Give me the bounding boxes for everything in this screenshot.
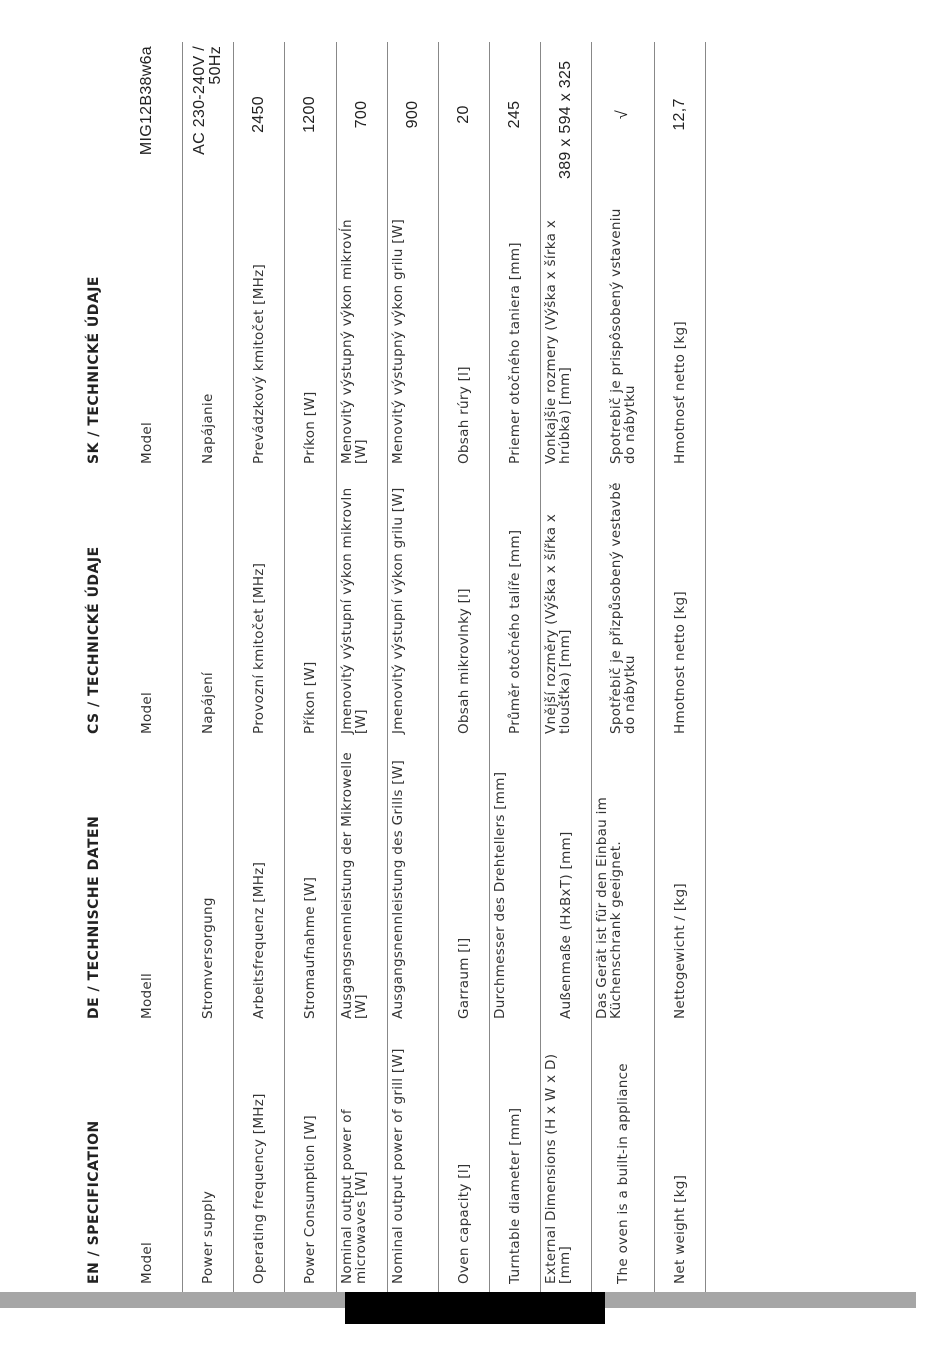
table-header-row — [81, 42, 112, 1292]
row-value: 2450 — [249, 96, 267, 133]
row-label-sk: Napájanie — [199, 393, 216, 464]
row-label-sk: Menovitý výstupný výkon grilu [W] — [390, 218, 406, 464]
row-label-en: Power Consumption [W] — [302, 1115, 318, 1284]
row-label-sk: Vonkajšie rozmery (Výška x šírka x hrúbka) [mm] — [543, 219, 573, 464]
row-label-de: Das Gerät ist für den Einbau im Küchenschrank geeignet. — [594, 796, 624, 1019]
row-value: √ — [613, 109, 631, 120]
row-label-sk: Prevádzkový kmitočet [MHz] — [250, 263, 267, 464]
row-value: 900 — [403, 100, 421, 129]
header-en: EN / SPECIFICATION — [86, 1120, 102, 1284]
row-value: 12,7 — [670, 98, 688, 131]
row-label-cs: Spotřebič je přizpůsobený vestavbě do nábytku — [607, 482, 638, 734]
header-value — [81, 42, 112, 187]
table-row-grill-output — [388, 42, 439, 1292]
row-value: 389 x 594 x 325 — [556, 60, 574, 179]
row-label-en: Model — [138, 1241, 155, 1284]
table-row-net-weight — [655, 42, 706, 1292]
row-label-cs: Jmenovitý výstupní výkon mikrovln [W] — [339, 487, 369, 734]
row-label-cs: Model — [138, 691, 155, 734]
header-cs: CS / TECHNICKÉ ÚDAJE — [86, 546, 102, 734]
row-label-en: Oven capacity [l] — [455, 1163, 472, 1284]
table-row-power-supply — [183, 42, 234, 1292]
row-label-de: Arbeitsfrequenz [MHz] — [250, 861, 267, 1019]
row-label-en: Power supply — [199, 1190, 216, 1284]
row-value: 20 — [454, 105, 472, 124]
row-value: 700 — [352, 100, 370, 129]
row-label-de: Stromaufnahme [W] — [302, 876, 318, 1019]
table-row-microwave-output — [337, 42, 388, 1292]
table-row-turntable-diameter — [490, 42, 541, 1292]
specification-table — [81, 42, 691, 1292]
row-label-de: Ausgangsnennleistung der Mikrowelle [W] — [339, 751, 369, 1019]
row-label-sk: Priemer otočného taniera [mm] — [506, 242, 523, 464]
row-label-sk: Príkon [W] — [302, 391, 318, 464]
row-label-de: Ausgangsnennleistung des Grills [W] — [390, 759, 406, 1019]
row-label-de: Durchmesser des Drehtellers [mm] — [492, 771, 508, 1019]
row-value: AC 230-240V / 50Hz — [190, 46, 224, 155]
row-label-cs: Průměr otočného talíře [mm] — [506, 529, 523, 734]
row-value: 245 — [505, 100, 523, 129]
table-row-external-dimensions — [541, 42, 592, 1292]
row-label-de: Nettogewicht / [kg] — [671, 883, 688, 1019]
row-label-de: Außenmaße (HxBxT) [mm] — [557, 831, 574, 1019]
row-label-sk: Hmotnosť netto [kg] — [671, 321, 688, 464]
header-sk: SK / TECHNICKÉ ÚDAJE — [86, 276, 102, 464]
row-label-en: Net weight [kg] — [671, 1174, 688, 1284]
row-label-de: Garraum [l] — [455, 937, 472, 1019]
row-label-en: Operating frequency [MHz] — [250, 1093, 267, 1284]
row-label-en: Turntable diameter [mm] — [506, 1107, 523, 1284]
table-row-model — [112, 42, 183, 1292]
row-label-sk: Obsah rúry [l] — [455, 366, 472, 464]
row-label-en: Nominal output power of grill [W] — [390, 1048, 406, 1284]
footer-black-tab — [345, 1292, 605, 1324]
row-label-sk: Spotrebič je prispôsobený vstaveniu do nábytku — [607, 208, 638, 464]
row-label-en: External Dimensions (H x W x D) [mm] — [543, 1053, 573, 1284]
table-row-operating-frequency — [234, 42, 285, 1292]
row-label-cs: Obsah mikrovlnky [l] — [455, 588, 472, 734]
row-value: 1200 — [301, 96, 318, 133]
table-row-power-consumption — [285, 42, 337, 1292]
header-de: DE / TECHNISCHE DATEN — [86, 815, 102, 1019]
row-label-cs: Provozní kmitočet [MHz] — [250, 562, 267, 734]
row-label-cs: Příkon [W] — [302, 661, 318, 734]
table-row-oven-capacity — [439, 42, 490, 1292]
row-label-sk: Menovitý výstupný výkon mikrovĺn [W] — [339, 219, 369, 464]
row-label-en: Nominal output power of microwaves [W] — [339, 1109, 369, 1284]
table-row-built-in — [592, 42, 655, 1292]
row-label-en: The oven is a built-in appliance — [614, 1063, 631, 1284]
row-label-cs: Vnější rozměry (Výška x šířka x tloušťka) [mm] — [543, 513, 573, 734]
row-label-cs: Jmenovitý výstupní výkon grilu [W] — [390, 487, 406, 734]
row-label-de: Stromversorgung — [199, 897, 216, 1019]
row-label-cs: Napájení — [199, 672, 216, 734]
row-label-sk: Model — [138, 421, 155, 464]
row-label-de: Modell — [138, 972, 155, 1019]
row-label-cs: Hmotnost netto [kg] — [671, 591, 688, 734]
row-value: MIG12B38w6a — [137, 46, 155, 156]
